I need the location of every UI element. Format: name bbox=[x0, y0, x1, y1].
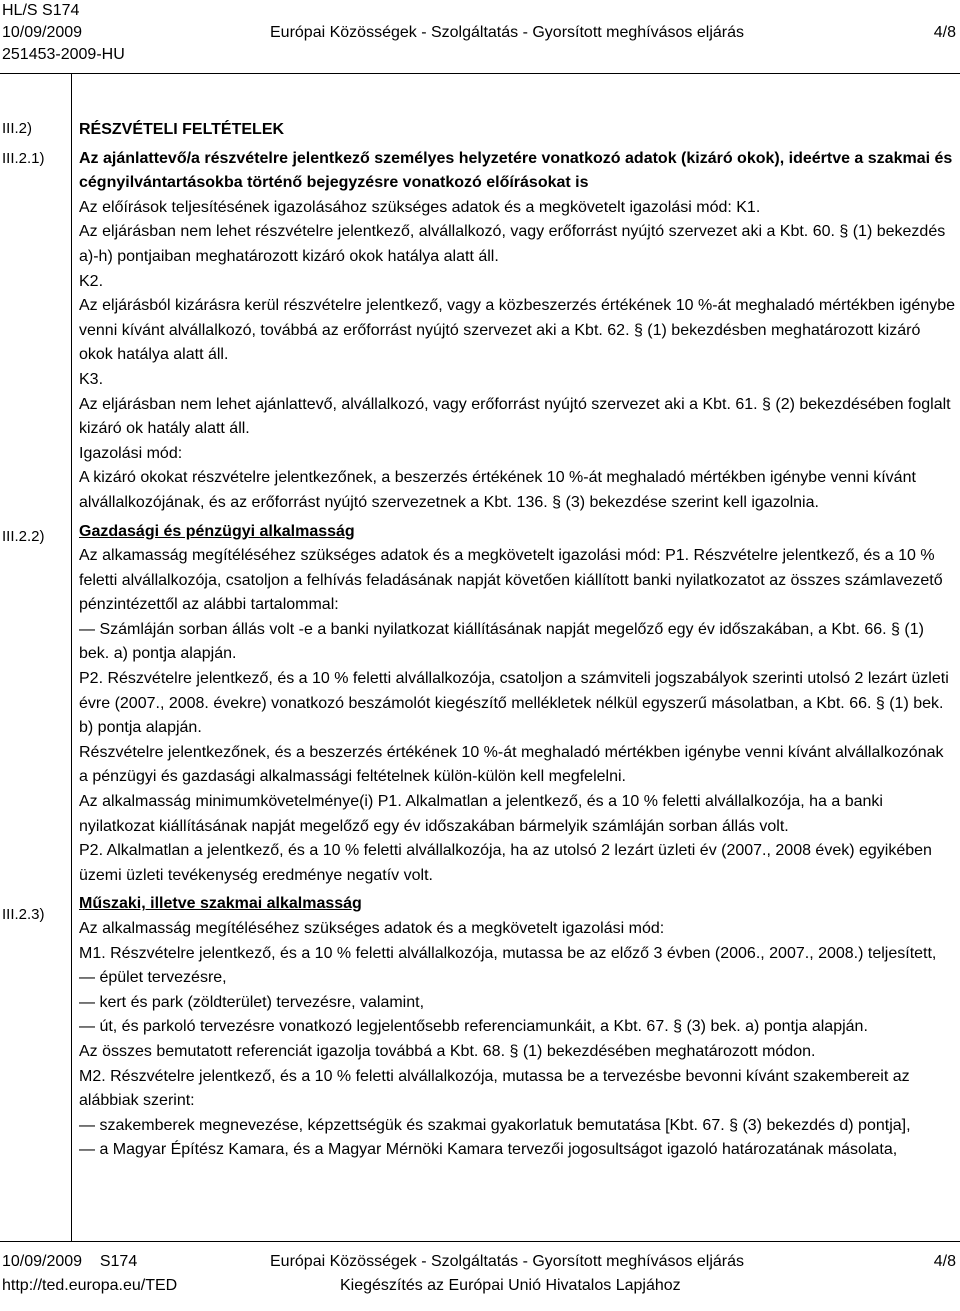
paragraph-references: Az összes bemutatott referenciát igazolja továbbá a Kbt. 68. § (1) bekezdésében meghatározott módon. bbox=[79, 1042, 816, 1060]
header-left bbox=[2, 0, 125, 66]
header-doc-id: HL/S S174 bbox=[2, 2, 80, 19]
footer-title: Európai Közösségek - Szolgáltatás - Gyorsított meghívásos eljárás bbox=[270, 1253, 744, 1270]
paragraph-k2: Az eljárásból kizárásra kerül részvételre jelentkező, vagy a közbeszerzés értékének 10 %-át meghaladó mértékben igénybe venni kívánt alvállalkozó, továbbá az erőforrást nyújtó szervezet aki a Kbt. 62. § (1) bekezdésben meghatározott kizáró okok hatálya alatt áll. bbox=[79, 297, 956, 364]
footer-subtitle: Kiegészítés az Európai Unió Hivatalos Lapjához bbox=[340, 1277, 681, 1294]
section-heading: RÉSZVÉTELI FELTÉTELEK bbox=[79, 121, 285, 138]
footer-date: 10/09/2009 bbox=[2, 1253, 83, 1270]
list-item-chamber: — a Magyar Építész Kamara, és a Magyar Mérnöki Kamara tervezői jogosultságot igazoló határozatának másolata, bbox=[79, 1141, 898, 1159]
list-item-road: — út, és parkoló tervezésre vonatkozó legjelentősebb referenciamunkáit, a Kbt. 67. § (3) bek. a) pontja alapján. bbox=[79, 1018, 868, 1036]
document-body bbox=[79, 118, 955, 1163]
paragraph-p1: Az alkamasság megítéléséhez szükséges adatok és a megkövetelt igazolási mód: P1. Részvételre jelentkező, és a 10 % feletti alvállalkozója, csatoljon a felhívás feladásának napját követően kiállított banki nyilatkozatot az összes számlavezető pénzintézettől az alábbi tartalommal: bbox=[79, 547, 943, 614]
section-number-iii21: III.2.1) bbox=[2, 150, 45, 167]
header-page: 4/8 bbox=[933, 24, 956, 41]
paragraph-p2: P2. Részvételre jelentkező, és a 10 % feletti alvállalkozója, csatoljon a számviteli jogszabályok szerinti utolsó 2 lezárt üzleti évre (2007., 2008. évekre) vonatkozó beszámolót kiegészítő mellékletek nélkül egyszerű másolatban, a Kbt. 66. § (1) bek. b) pontja alapján. bbox=[79, 670, 949, 737]
paragraph-subcontractors: Részvételre jelentkezőnek, és a beszerzés értékének 10 %-át meghaladó mértékben igénybe venni kívánt alvállalkozónak a pénzügyi és gazdasági alkalmassági feltételnek külön-külön kell megfelelni. bbox=[79, 743, 944, 786]
list-item-experts: — szakemberek megnevezése, képzettségük és szakmai gyakorlatuk bemutatása [Kbt. 67. § (3) bekezdés d) pontja], bbox=[79, 1116, 911, 1134]
label-k2: K2. bbox=[79, 272, 104, 290]
list-item-building: — épület tervezésre, bbox=[79, 969, 227, 987]
footer-date-series bbox=[2, 1251, 137, 1273]
list-item-garden: — kert és park (zöldterület) tervezésre, valamint, bbox=[79, 993, 425, 1011]
paragraph-m1: M1. Részvételre jelentkező, és a 10 % feletti alvállalkozója, mutassa be az előző 3 évben (2006., 2007., 2008.) teljesített, bbox=[79, 944, 937, 962]
paragraph-m2: M2. Részvételre jelentkező, és a 10 % feletti alvállalkozója, mutassa be a tervezésbe bevonni kívánt szakembereit az alábbiak szerint: bbox=[79, 1067, 910, 1110]
footer-divider bbox=[0, 1241, 960, 1242]
paragraph-k1: Az eljárásban nem lehet részvételre jelentkező, alvállalkozó, vagy erőforrást nyújtó szervezet aki a Kbt. 60. § (1) bekezdés a)-h) pontjaiban meghatározott kizáró okok hatálya alatt áll. bbox=[79, 223, 946, 265]
section-divider bbox=[71, 73, 72, 1241]
paragraph-requirements: Az előírások teljesítésének igazolásához szükséges adatok és a megkövetelt igazolási mód: K1. bbox=[79, 198, 761, 216]
section-number-iii23: III.2.3) bbox=[2, 906, 45, 923]
paragraph-verification: A kizáró okokat részvételre jelentkezőnek, a beszerzés értékének 10 %-át meghaladó mértékben igénybe venni kívánt alvállalkozójának, és az erőforrást nyújtó szervezetnek a Kbt. 136. § (3) bekezdése szerint kell igazolnia. bbox=[79, 469, 916, 511]
header-date: 10/09/2009 bbox=[2, 24, 83, 41]
paragraph-p1-item: — Számláján sorban állás volt -e a banki nyilatkozat kiállításának napját megelőző egy év időszakában, a Kbt. 66. § (1) bek. a) pontja alapján. bbox=[79, 620, 924, 663]
paragraph-min-p2: P2. Alkalmatlan a jelentkező, és a 10 % feletti alvállalkozója, ha az utolsó 2 lezárt üzleti év (2007., 2008 évek) egyikében üzemi üzleti tevékenység eredménye negatív volt. bbox=[79, 842, 932, 884]
footer-page: 4/8 bbox=[933, 1253, 956, 1270]
paragraph-min-p1: Az alkalmasság minimumkövetelménye(i) P1. Alkalmatlan a jelentkező, és a 10 % feletti alvállalkozója, ha a banki nyilatkozat kiállításának napját megelőző egy év időszakában bármelyik számláján sorban állás volt. bbox=[79, 793, 883, 835]
section-number-iii2: III.2) bbox=[2, 120, 33, 137]
label-k3: K3. bbox=[79, 370, 104, 388]
header-title: Európai Közösségek - Szolgáltatás - Gyorsított meghívásos eljárás bbox=[270, 24, 744, 41]
heading-economic: Gazdasági és pénzügyi alkalmasság bbox=[79, 522, 355, 540]
section-number-iii22: III.2.2) bbox=[2, 528, 45, 545]
paragraph-technical-intro: Az alkalmasság megítéléséhez szükséges adatok és a megkövetelt igazolási mód: bbox=[79, 920, 665, 937]
page-header bbox=[0, 0, 960, 70]
footer-series: S174 bbox=[99, 1253, 138, 1270]
heading-technical: Műszaki, illetve szakmai alkalmasság bbox=[79, 895, 362, 913]
header-divider bbox=[0, 73, 960, 74]
footer-url[interactable]: http://ted.europa.eu/TED bbox=[2, 1277, 178, 1294]
header-notice-no: 251453-2009-HU bbox=[2, 46, 125, 63]
paragraph-personal-situation: Az ajánlattevő/a részvételre jelentkező személyes helyzetére vonatkozó adatok (kizáró okok), ideértve a szakmai és cégnyilvántartásokba történő bejegyzésre vonatkozó előírásokat is bbox=[79, 149, 953, 192]
page-footer bbox=[0, 1243, 960, 1311]
label-verification: Igazolási mód: bbox=[79, 444, 183, 462]
paragraph-k3: Az eljárásban nem lehet ajánlattevő, alvállalkozó, vagy erőforrást nyújtó szervezet aki a Kbt. 61. § (2) bekezdésében foglalt kizáró ok hatály alatt áll. bbox=[79, 395, 951, 438]
